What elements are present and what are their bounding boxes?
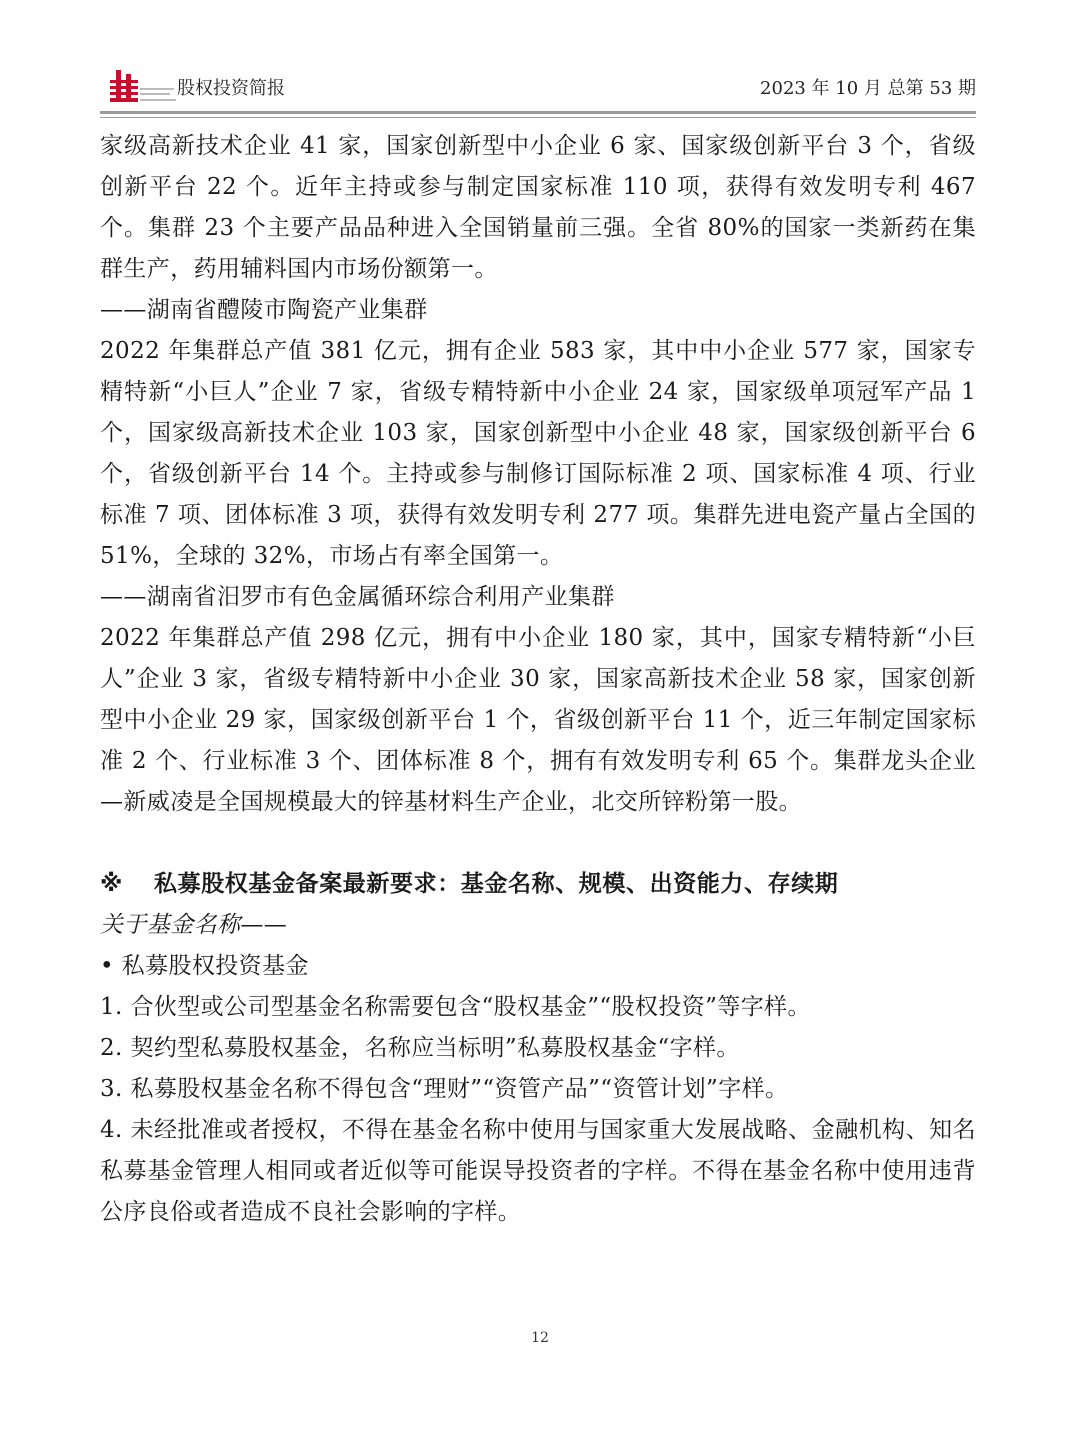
reference-mark: ※ — [100, 871, 123, 897]
paragraph-cluster-liling: 2022 年集群总产值 381 亿元，拥有企业 583 家，其中中小企业 577 家，国家专精特新“小巨人”企业 7 家，省级专精特新中小企业 24 家，国家级单项冠军产品 1 个，国家级高新技术企业 103 家，国家创新型中小企业 48 家，国家级创新平台 6 个，省级创新平台 14 个。主持或参与制修订国际标准 2 项、国家标准 4 项、行业标准 7 项、团体标准 3 项，获得有效发明专利 277 项。集群先进电瓷产量占全国的 51%，全球的 32%，市场占有率全国第一。 — [100, 338, 976, 569]
paragraph-cluster-miluo: 2022 年集群总产值 298 亿元，拥有中小企业 180 家，其中，国家专精特新“小巨人”企业 3 家，省级专精特新中小企业 30 家，国家高新技术企业 58 家，国家创新型中小企业 29 家，国家级创新平台 1 个，省级创新平台 11 个，近三年制定国家标准 2 个、行业标准 3 个、团体标准 8 个，拥有有效发明专利 65 个。集群龙头企业—新威凌是全国规模最大的锌基材料生产企业，北交所锌粉第一股。 — [100, 625, 976, 815]
bullet-item: • 私募股权投资基金 — [100, 953, 309, 979]
page-header — [100, 62, 976, 114]
section-heading — [100, 864, 976, 905]
page-content — [100, 126, 976, 1233]
paragraph-cluster1-continued: 家级高新技术企业 41 家，国家创新型中小企业 6 家、国家级创新平台 3 个，省级创新平台 22 个。近年主持或参与制定国家标准 110 项，获得有效发明专利 467 个。集群 23 个主要产品品种进入全国销量前三强。全省 80%的国家一类新药在集群生产，药用辅料国内市场份额第一。 — [100, 133, 976, 282]
bulletin-title: 股权投资简报 — [177, 78, 285, 99]
cluster-title-liling: ——湖南省醴陵市陶瓷产业集群 — [100, 297, 428, 323]
rule-item-2: 2. 契约型私募股权基金，名称应当标明”私募股权基金“字样。 — [100, 1035, 740, 1061]
rule-item-1: 1. 合伙型或公司型基金名称需要包含“股权基金”“股权投资”等字样。 — [100, 994, 811, 1020]
issue-info: 2023 年 10 月 总第 53 期 — [760, 78, 976, 99]
page-number: 12 — [531, 1330, 549, 1346]
cluster-title-miluo: ——湖南省汨罗市有色金属循环综合利用产业集群 — [100, 584, 615, 610]
association-logo-icon — [106, 66, 188, 106]
section-subtitle: 关于基金名称—— — [100, 912, 288, 938]
header-rule-thick — [100, 111, 976, 114]
rule-item-4: 4. 未经批准或者授权，不得在基金名称中使用与国家重大发展战略、金融机构、知名私募基金管理人相同或者近似等可能误导投资者的字样。不得在基金名称中使用违背公序良俗或者造成不良社会影响的字样。 — [100, 1117, 976, 1225]
section-gap — [100, 823, 976, 864]
rule-item-3: 3. 私募股权基金名称不得包含“理财”“资管产品”“资管计划”字样。 — [100, 1076, 789, 1102]
section-heading-text: 私募股权基金备案最新要求：基金名称、规模、出资能力、存续期 — [154, 871, 839, 897]
header-rule-thin — [100, 117, 976, 118]
